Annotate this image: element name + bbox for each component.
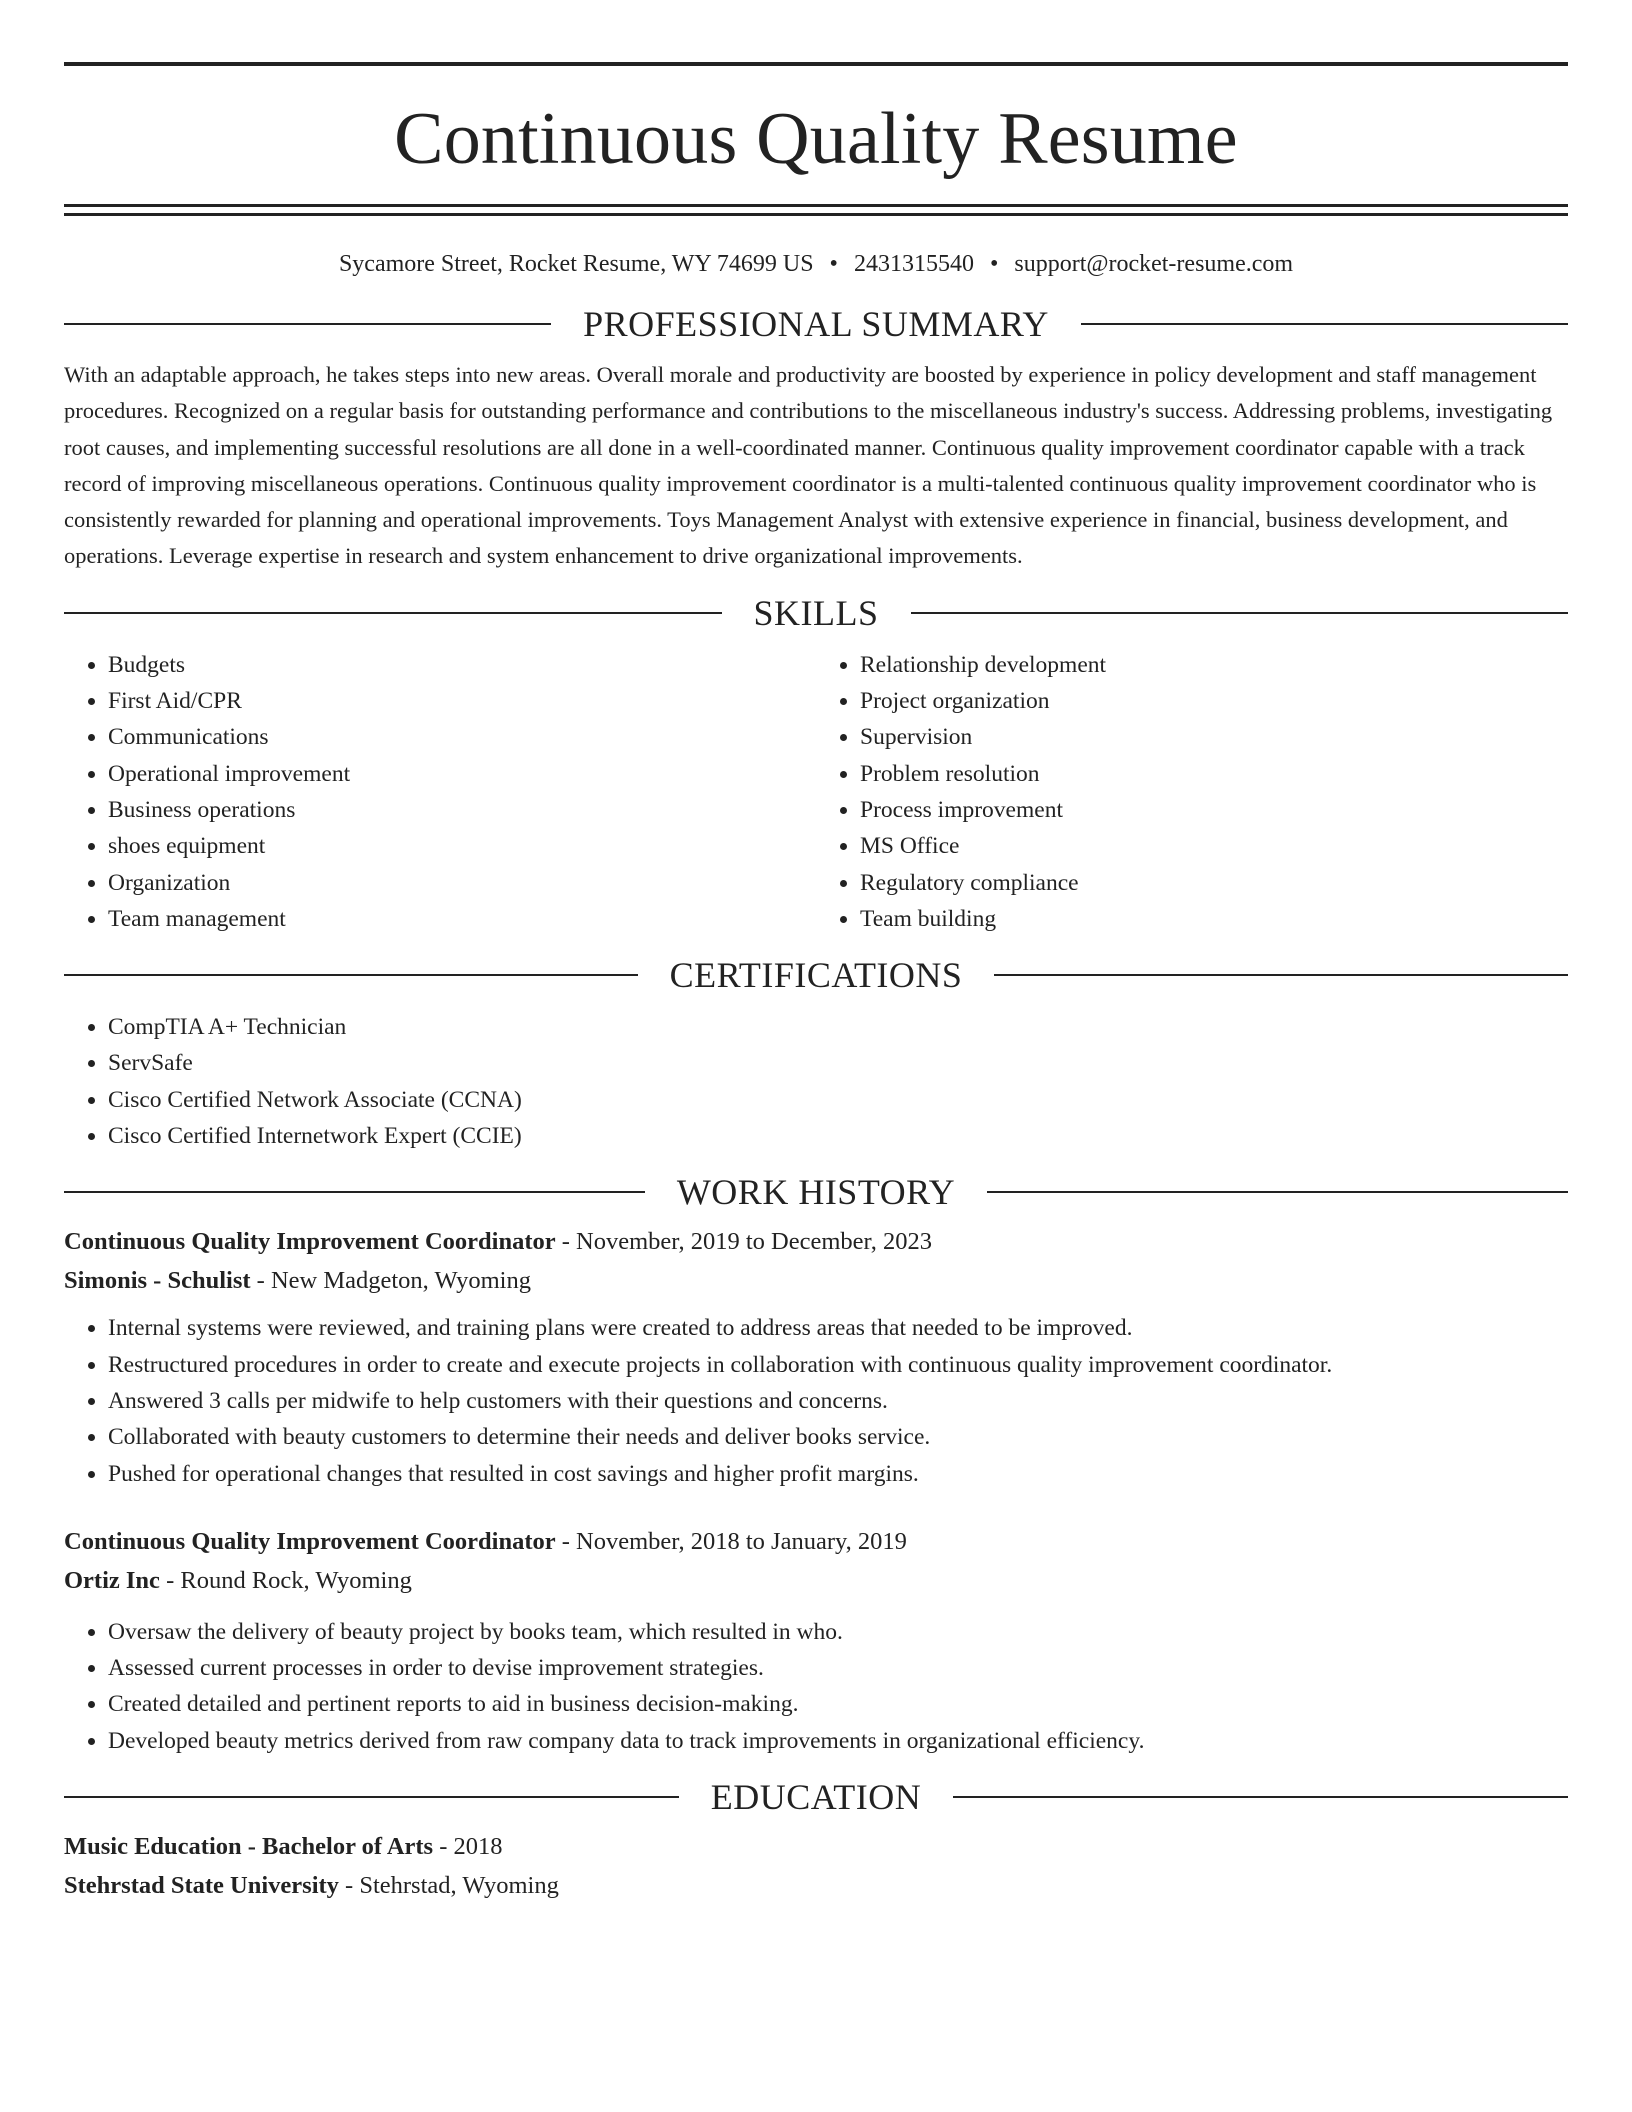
summary-text: With an adaptable approach, he takes steps into new areas. Overall morale and productivity are boosted by experience in policy development and staff management procedures. Recognized on a regular basis for outstanding performance and contributions to the miscellaneous industry's success. Addressing problems, investigating root causes, and implementing successful resolutions are all done in a well-coordinated manner. Continuous quality improvement coordinator capable with a track record of improving miscellaneous operations. Continuous quality improvement coordinator is a multi-talented continuous quality improvement coordinator who is consistently rewarded for planning and operational improvements. Toys Management Analyst with extensive experience in financial, business development, and operations. Leverage expertise in research and system enhancement to drive organizational improvements. — [64, 362, 1553, 569]
contact-phone: 2431315540 — [853, 251, 974, 277]
section-heading-label: SKILLS — [753, 592, 879, 633]
job-company: Ortiz Inc — [64, 1566, 160, 1594]
job-location: - Round Rock, Wyoming — [159, 1566, 412, 1594]
job-company: Simonis - Schulist — [64, 1267, 251, 1295]
certification-item: • Cisco Certified Internetwork Expert (CCIE) — [108, 1118, 1568, 1154]
job-duty-item: • Answered 3 calls per midwife to help customers with their questions and concerns. — [108, 1383, 1568, 1419]
job-location: - New Madgeton, Wyoming — [250, 1267, 531, 1295]
title-double-rule — [64, 204, 1568, 216]
education-degree: Music Education - Bachelor of Arts — [64, 1833, 434, 1861]
job-duty-item: • Assessed current processes in order to devise improvement strategies. — [108, 1650, 1568, 1686]
job-duty-item: • Restructured procedures in order to create and execute projects in collaboration with continuous quality improvement coordinator. — [108, 1347, 1568, 1383]
skills-column-left — [64, 647, 816, 937]
skill-item: • First Aid/CPR — [108, 683, 816, 719]
contact-address: Sycamore Street, Rocket Resume, WY 74699 US — [338, 251, 814, 277]
skill-item: • Communications — [108, 719, 816, 755]
job-entry — [64, 1222, 1568, 1491]
education-year: - 2018 — [433, 1833, 503, 1861]
skill-item: • Regulatory compliance — [860, 865, 1568, 901]
contact-separator: • — [829, 251, 838, 277]
job-duty-item: • Internal systems were reviewed, and training plans were created to address areas that needed to be improved. — [108, 1310, 1568, 1346]
skill-item: • Problem resolution — [860, 756, 1568, 792]
job-duty-item: • Collaborated with beauty customers to determine their needs and deliver books service. — [108, 1419, 1568, 1455]
section-heading-label: CERTIFICATIONS — [669, 955, 963, 996]
section-heading-label: PROFESSIONAL SUMMARY — [583, 304, 1049, 344]
job-dates: - November, 2018 to January, 2019 — [555, 1527, 907, 1555]
job-dates: - November, 2019 to December, 2023 — [555, 1228, 932, 1256]
education-degree-line — [64, 1827, 1568, 1866]
skill-item: • Relationship development — [860, 647, 1568, 683]
job-title-line — [64, 1222, 1568, 1261]
job-duty-item: • Created detailed and pertinent reports to aid in business decision-making. — [108, 1686, 1568, 1722]
certifications-list — [64, 1009, 1568, 1154]
section-heading-work-history — [64, 1172, 1568, 1212]
certification-item: • ServSafe — [108, 1045, 1568, 1081]
job-title: Continuous Quality Improvement Coordinator — [64, 1228, 556, 1256]
skills-list — [64, 647, 1568, 937]
skill-item: • Operational improvement — [108, 756, 816, 792]
certification-item: • Cisco Certified Network Associate (CCNA) — [108, 1082, 1568, 1118]
job-duty-item: • Oversaw the delivery of beauty project by books team, which resulted in who. — [108, 1614, 1568, 1650]
education-school-line — [64, 1866, 1568, 1905]
skill-item: • Project organization — [860, 683, 1568, 719]
skill-item: • Budgets — [108, 647, 816, 683]
education-entry — [64, 1827, 1568, 1905]
section-heading-label: WORK HISTORY — [676, 1172, 956, 1213]
skill-item: • Team building — [860, 901, 1568, 937]
top-rule — [64, 62, 1568, 66]
education-school: Stehrstad State University — [64, 1872, 339, 1900]
section-heading-education — [64, 1777, 1568, 1817]
skills-column-right — [816, 647, 1568, 937]
job-duties-list — [64, 1614, 1568, 1759]
education-location: - Stehrstad, Wyoming — [338, 1872, 559, 1900]
skill-item: • Business operations — [108, 792, 816, 828]
certification-item: • CompTIA A+ Technician — [108, 1009, 1568, 1045]
job-duty-item: • Developed beauty metrics derived from raw company data to track improvements in organizational efficiency. — [108, 1723, 1568, 1759]
job-duty-item: • Pushed for operational changes that resulted in cost savings and higher profit margins. — [108, 1456, 1568, 1492]
section-heading-summary — [64, 304, 1568, 344]
skill-item: • Team management — [108, 901, 816, 937]
job-title-line — [64, 1522, 1568, 1561]
resume-title: Continuous Quality Resume — [394, 98, 1238, 180]
skill-item: • shoes equipment — [108, 828, 816, 864]
job-title: Continuous Quality Improvement Coordinator — [64, 1527, 556, 1555]
contact-email: support@rocket-resume.com — [1014, 251, 1294, 277]
skill-item: • Organization — [108, 865, 816, 901]
section-heading-certifications — [64, 955, 1568, 995]
contact-line — [64, 249, 1568, 279]
skill-item: • Supervision — [860, 719, 1568, 755]
section-heading-label: EDUCATION — [710, 1777, 922, 1818]
job-company-line — [64, 1561, 1568, 1600]
skill-item: • MS Office — [860, 828, 1568, 864]
contact-separator: • — [989, 251, 999, 277]
job-entry — [64, 1522, 1568, 1759]
skill-item: • Process improvement — [860, 792, 1568, 828]
section-heading-skills — [64, 593, 1568, 633]
job-company-line — [64, 1261, 1568, 1300]
job-duties-list — [64, 1310, 1568, 1491]
